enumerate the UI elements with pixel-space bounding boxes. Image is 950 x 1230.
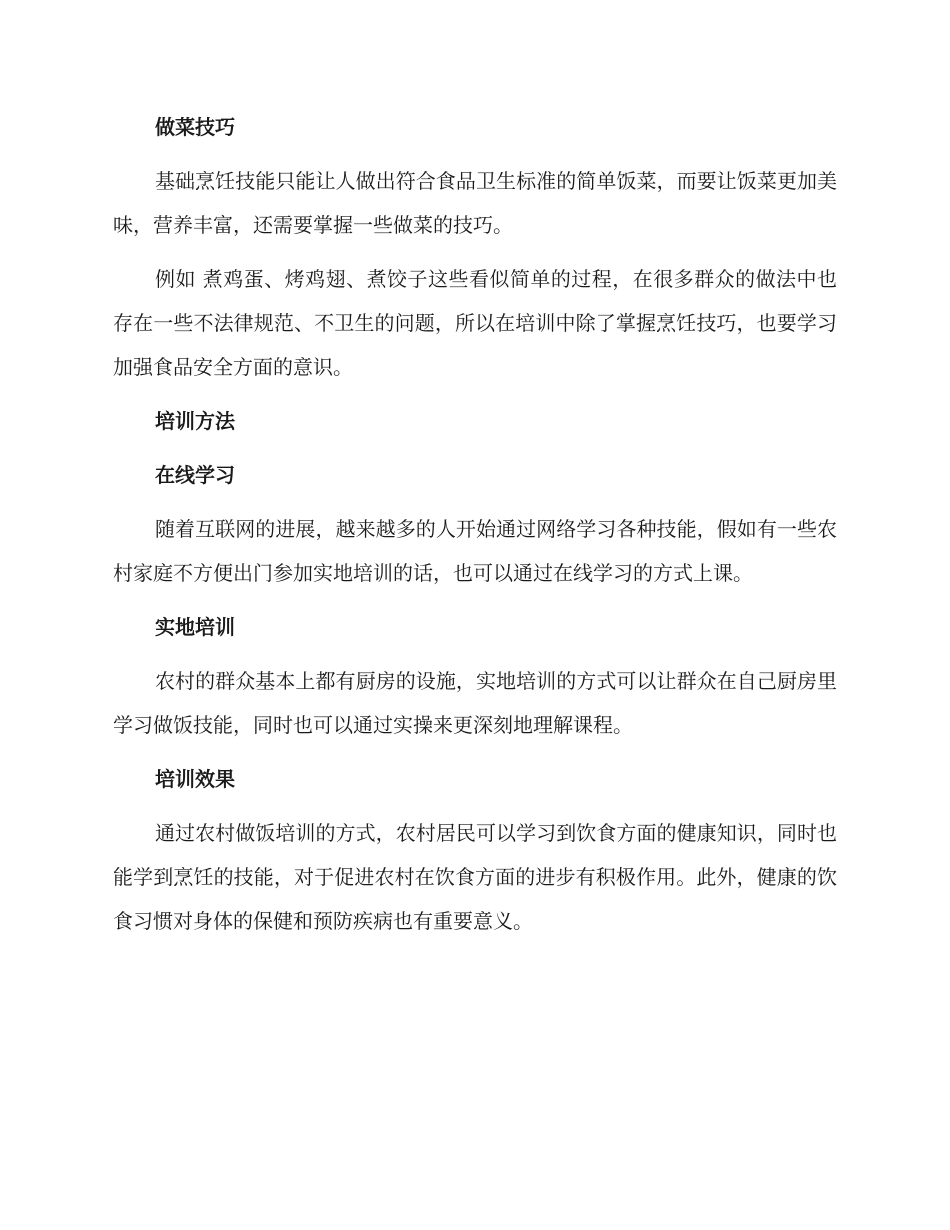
document-body bbox=[113, 105, 837, 953]
heading-training-methods: 培训方法 bbox=[155, 409, 235, 433]
heading-cooking-tips: 做菜技巧 bbox=[155, 115, 235, 139]
heading-training-effects: 培训效果 bbox=[155, 767, 235, 791]
paragraph-onsite-training: 农村的群众基本上都有厨房的设施，实地培训的方式可以让群众在自己厨房里学习做饭技能，同时也可以通过实操来更深刻地理解课程。 bbox=[113, 669, 837, 737]
paragraph-training-effects: 通过农村做饭培训的方式，农村居民可以学习到饮食方面的健康知识，同时也能学到烹饪的技能，对于促进农村在饮食方面的进步有积极作用。此外，健康的饮食习惯对身体的保健和预防疾病也有重要意义。 bbox=[113, 821, 837, 933]
paragraph-cooking-tips-example: 例如 煮鸡蛋、烤鸡翅、煮饺子这些看似简单的过程，在很多群众的做法中也存在一些不法律规范、不卫生的问题，所以在培训中除了掌握烹饪技巧，也要学习加强食品安全方面的意识。 bbox=[113, 267, 837, 379]
paragraph-cooking-tips-intro: 基础烹饪技能只能让人做出符合食品卫生标准的简单饭菜，而要让饭菜更加美味，营养丰富，还需要掌握一些做菜的技巧。 bbox=[113, 169, 837, 237]
paragraph-online-learning: 随着互联网的进展，越来越多的人开始通过网络学习各种技能，假如有一些农村家庭不方便出门参加实地培训的话，也可以通过在线学习的方式上课。 bbox=[113, 517, 837, 585]
heading-onsite-training: 实地培训 bbox=[155, 615, 235, 639]
heading-online-learning: 在线学习 bbox=[155, 463, 235, 487]
